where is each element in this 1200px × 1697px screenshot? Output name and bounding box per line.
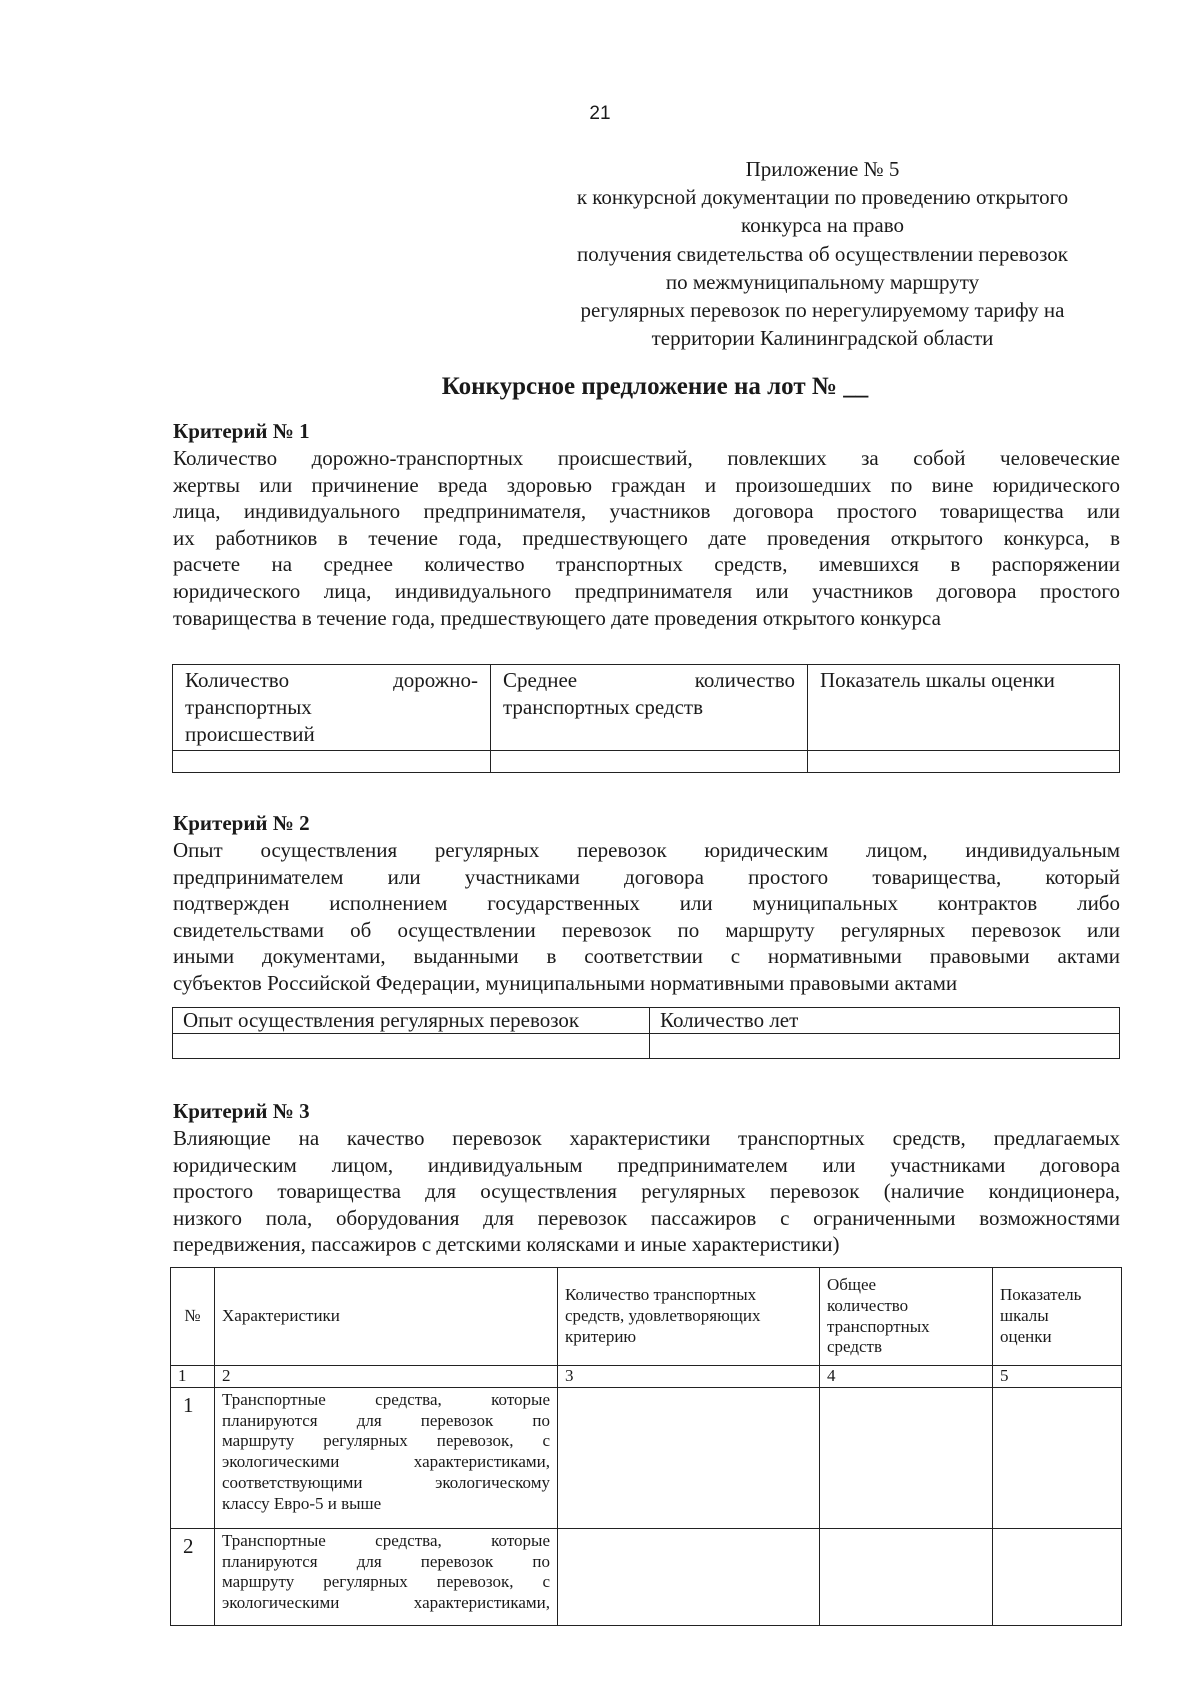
document-title: Конкурсное предложение на лот № __ bbox=[441, 373, 869, 400]
appendix-line: к конкурсной документации по проведению открытого bbox=[576, 185, 1069, 210]
text-line: экологическими характеристиками, bbox=[222, 1593, 550, 1613]
criterion-3-table bbox=[170, 1267, 1122, 1626]
header-cell-score: Показатель шкалы оценки bbox=[808, 665, 1120, 751]
appendix-line: регулярных перевозок по нерегулируемому тарифу на bbox=[580, 298, 1065, 323]
appendix-line: Приложение № 5 bbox=[745, 157, 900, 181]
appendix-header bbox=[520, 155, 1125, 352]
criterion-3-text bbox=[173, 1125, 1120, 1258]
empty-input-cell[interactable] bbox=[808, 751, 1120, 773]
text-line: передвижения, пассажиров с детскими колясками и иные характеристики) bbox=[173, 1232, 840, 1257]
header-line: транспортных средств bbox=[503, 695, 704, 719]
table-row bbox=[173, 1034, 1120, 1059]
text-line: Влияющие на качество перевозок характеристики транспортных средств, предлагаемых bbox=[173, 1126, 1120, 1150]
table-row bbox=[173, 751, 1120, 773]
header-word: дорожно- bbox=[393, 668, 478, 692]
index-cell: 5 bbox=[993, 1366, 1122, 1388]
table-header-row bbox=[173, 665, 1120, 751]
header-line: транспортных bbox=[185, 695, 312, 719]
empty-input-cell[interactable] bbox=[650, 1034, 1120, 1059]
row-characteristic bbox=[215, 1387, 558, 1528]
criterion-2-section bbox=[173, 809, 1120, 997]
header-line: происшествий bbox=[185, 722, 315, 746]
index-cell: 2 bbox=[215, 1366, 558, 1388]
header-line: средств, удовлетворяющих bbox=[565, 1306, 761, 1326]
header-cell-characteristics: Характеристики bbox=[215, 1268, 558, 1366]
header-line: критерию bbox=[565, 1326, 637, 1346]
text-line: подтвержден исполнением государственных или муниципальных контрактов либо bbox=[173, 891, 1120, 916]
row-number: 1 bbox=[171, 1387, 215, 1528]
criterion-1-section bbox=[173, 417, 1120, 631]
header-cell-count bbox=[558, 1268, 820, 1366]
text-line: их работников в течение года, предшествующего дате проведения открытого конкурса, в bbox=[173, 525, 1120, 550]
text-line: простого товарищества для осуществления регулярных перевозок (наличие кондиционера, bbox=[173, 1179, 1120, 1204]
index-row bbox=[171, 1366, 1122, 1388]
text-line: низкого пола, оборудования для перевозок пассажиров с ограниченными возможностями bbox=[173, 1205, 1120, 1230]
empty-input-cell[interactable] bbox=[558, 1528, 820, 1625]
page-number: 21 bbox=[589, 103, 611, 124]
header-line: Показатель bbox=[1000, 1285, 1082, 1305]
text-line: классу Евро-5 и выше bbox=[222, 1493, 382, 1513]
header-cell-number: № bbox=[171, 1268, 215, 1366]
header-cell-years: Количество лет bbox=[650, 1008, 1120, 1034]
table-header-row bbox=[171, 1268, 1122, 1366]
text-line: Транспортные средства, которые bbox=[222, 1530, 550, 1550]
table-row bbox=[171, 1387, 1122, 1528]
text-line: жертвы или причинение вреда здоровью граждан и произошедших по вине юридического bbox=[173, 472, 1120, 497]
header-cell-total bbox=[820, 1268, 993, 1366]
header-cell-score bbox=[993, 1268, 1122, 1366]
appendix-line: получения свидетельства об осуществлении перевозок bbox=[577, 241, 1068, 266]
criterion-1-text bbox=[173, 445, 1120, 631]
table-row bbox=[171, 1528, 1122, 1625]
header-line: шкалы bbox=[1000, 1306, 1049, 1326]
text-line: экологическими характеристиками, bbox=[222, 1452, 550, 1472]
header-cell-accidents bbox=[173, 665, 491, 751]
empty-input-cell[interactable] bbox=[173, 751, 491, 773]
header-line: оценки bbox=[1000, 1326, 1052, 1346]
criterion-2-title: Критерий № 2 bbox=[173, 811, 310, 835]
text-line: Опыт осуществления регулярных перевозок юридическим лицом, индивидуальным bbox=[173, 838, 1120, 862]
index-cell: 4 bbox=[820, 1366, 993, 1388]
text-line: юридическим лицом, индивидуальным предпринимателем или участниками договора bbox=[173, 1152, 1120, 1177]
appendix-line: территории Калининградской области bbox=[651, 326, 994, 351]
empty-input-cell[interactable] bbox=[820, 1528, 993, 1625]
index-cell: 1 bbox=[171, 1366, 215, 1388]
criterion-3-title: Критерий № 3 bbox=[173, 1099, 310, 1123]
text-line: планируются для перевозок по bbox=[222, 1410, 550, 1430]
header-word: Количество bbox=[185, 668, 290, 692]
criterion-1-title: Критерий № 1 bbox=[173, 419, 310, 443]
text-line: Транспортные средства, которые bbox=[222, 1389, 550, 1409]
header-line: Общее bbox=[827, 1274, 877, 1294]
row-number: 2 bbox=[171, 1528, 215, 1625]
text-line: предпринимателем или участниками договора простого товарищества, который bbox=[173, 864, 1120, 889]
text-line: субъектов Российской Федерации, муниципальными нормативными правовыми актами bbox=[173, 970, 958, 995]
header-line: средств bbox=[827, 1337, 883, 1357]
header-line: Количество транспортных bbox=[565, 1285, 757, 1305]
criterion-3-section bbox=[173, 1097, 1120, 1258]
appendix-line: конкурса на право bbox=[740, 213, 905, 238]
table-header-row bbox=[173, 1008, 1120, 1034]
header-line: количество bbox=[827, 1295, 909, 1315]
text-line: товарищества в течение года, предшествующего дате проведения открытого конкурса bbox=[173, 605, 941, 630]
text-line: Количество дорожно-транспортных происшествий, повлекших за собой человеческие bbox=[173, 446, 1120, 470]
text-line: маршруту регулярных перевозок, с bbox=[222, 1572, 550, 1592]
header-cell-experience: Опыт осуществления регулярных перевозок bbox=[173, 1008, 650, 1034]
text-line: свидетельствами об осуществлении перевозок по маршруту регулярных перевозок или bbox=[173, 917, 1120, 942]
row-characteristic bbox=[215, 1528, 558, 1625]
text-line: соответствующими экологическому bbox=[222, 1472, 550, 1492]
empty-input-cell[interactable] bbox=[491, 751, 808, 773]
empty-input-cell[interactable] bbox=[993, 1528, 1122, 1625]
criterion-1-table bbox=[172, 664, 1120, 773]
empty-input-cell[interactable] bbox=[993, 1387, 1122, 1528]
empty-input-cell[interactable] bbox=[173, 1034, 650, 1059]
criterion-2-table bbox=[172, 1007, 1120, 1059]
text-line: расчете на среднее количество транспортных средств, имевшихся в распоряжении bbox=[173, 552, 1120, 577]
criterion-2-text bbox=[173, 837, 1120, 997]
text-line: юридического лица, индивидуального предпринимателя или участников договора простого bbox=[173, 578, 1120, 603]
text-line: маршруту регулярных перевозок, с bbox=[222, 1431, 550, 1451]
header-cell-average-vehicles bbox=[491, 665, 808, 751]
header-line: Среднее количество bbox=[503, 668, 795, 692]
empty-input-cell[interactable] bbox=[820, 1387, 993, 1528]
text-line: лица, индивидуального предпринимателя, участников договора простого товарищества или bbox=[173, 499, 1120, 524]
text-line: планируются для перевозок по bbox=[222, 1551, 550, 1571]
appendix-line: по межмуниципальному маршруту bbox=[665, 269, 980, 294]
text-line: иными документами, выданными в соответствии с нормативными правовыми актами bbox=[173, 944, 1120, 969]
index-cell: 3 bbox=[558, 1366, 820, 1388]
header-line: транспортных bbox=[827, 1316, 930, 1336]
empty-input-cell[interactable] bbox=[558, 1387, 820, 1528]
